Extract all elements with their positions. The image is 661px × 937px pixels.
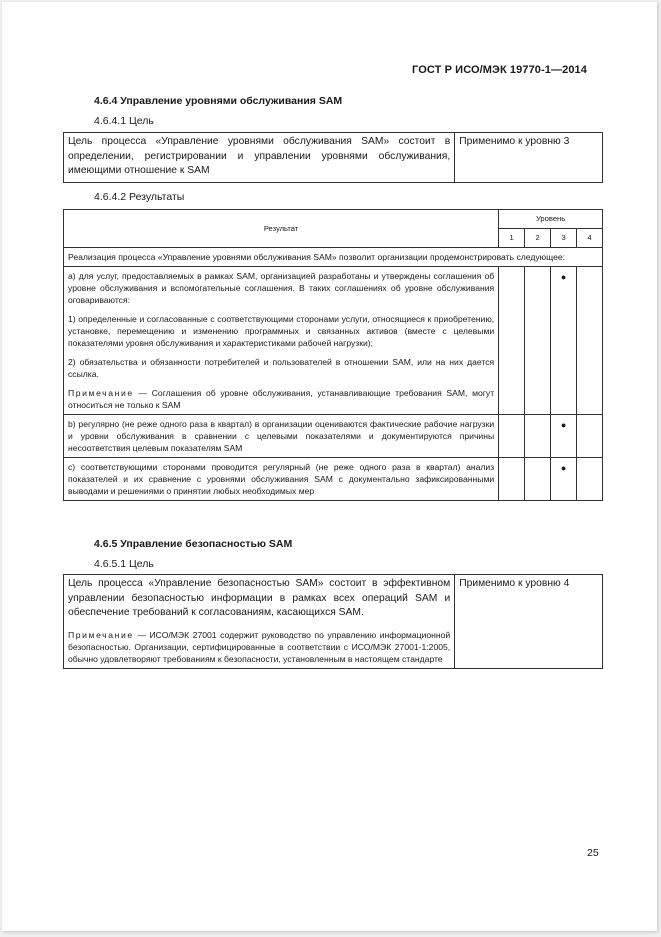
applicability-cell: Применимо к уровню 3 [455, 133, 603, 183]
section-heading-4-6-4: 4.6.4 Управление уровнями обслуживания SAM [94, 95, 343, 107]
applicability-cell: Применимо к уровню 4 [455, 575, 603, 669]
note-label: Примечание [68, 388, 134, 398]
document-page [2, 2, 657, 931]
level-4-header: 4 [577, 229, 603, 248]
table-row [64, 415, 603, 458]
result-item-c: с) соответствующими сторонами проводится регулярный (не реже одного раза в квартал) анализ показателей и их сравнение с уровнями обслуживания SAM с документально зафиксированными выводами и решениями о принятии любых необходимых мер [64, 458, 499, 501]
level-3-mark: ● [551, 458, 577, 501]
level-2-cell [525, 415, 551, 458]
note-text: — Соглашения об уровне обслуживания, устанавливающие требования SAM, могут относиться не только к SAM [68, 388, 495, 410]
level-1-header: 1 [499, 229, 525, 248]
level-2-cell [525, 267, 551, 415]
level-4-cell [577, 415, 603, 458]
level-column-header: Уровень [499, 210, 603, 229]
table-header-row [64, 210, 603, 229]
item-a-note [68, 387, 494, 411]
subsection-heading-purpose: 4.6.4.1 Цель [94, 115, 154, 127]
results-table-4-6-4 [63, 209, 603, 501]
subsection-heading-purpose: 4.6.5.1 Цель [94, 558, 154, 570]
purpose-table-4-6-5 [63, 574, 603, 669]
standard-designation: ГОСТ Р ИСО/МЭК 19770-1—2014 [412, 64, 587, 76]
level-1-cell [499, 458, 525, 501]
section-heading-4-6-5: 4.6.5 Управление безопасностью SAM [94, 538, 293, 550]
level-3-header: 3 [551, 229, 577, 248]
level-2-cell [525, 458, 551, 501]
page-number: 25 [587, 847, 599, 859]
item-a-point-1: 1) определенные и согласованные с соответствующими сторонами услуги, относящиеся к приобретению, установке, перемещению и изменению программных и связанных активов (вместе с целевыми показателями уровня обслуживания и характеристиками рабочей нагрузки); [68, 314, 495, 348]
table-row [64, 133, 603, 183]
result-column-header: Результат [64, 210, 499, 248]
note-text: — ИСО/МЭК 27001 содержит руководство по управлению информационной безопасностью. Организации, сертифицированные в соответствии с ИСО/МЭК 27001-1:2005, обычно удовлетворяют требованиям к безопасности, установленным в настоящем стандарте [68, 629, 451, 664]
results-intro: Реализация процесса «Управление уровнями обслуживания SAM» позволит организации продемонстрировать следующее: [64, 248, 603, 267]
table-row [64, 458, 603, 501]
level-1-cell [499, 267, 525, 415]
table-row [64, 248, 603, 267]
table-row [64, 575, 603, 669]
item-a-point-2: 2) обязательства и обязанности потребителей и пользователей в отношении SAM, или на них дается ссылка. [68, 357, 495, 379]
purpose-text: Цель процесса «Управление уровнями обслуживания SAM» состоит в определении, регистрировании и управлении уровнями обслуживания, имеющими отношение к SAM [64, 133, 455, 183]
subsection-heading-results: 4.6.4.2 Результаты [94, 191, 185, 203]
purpose-note [68, 629, 450, 665]
purpose-cell [64, 575, 455, 669]
result-item-a [64, 267, 499, 415]
note-label: Примечание [68, 629, 134, 640]
purpose-table-4-6-4 [63, 132, 603, 183]
item-a-paragraph: а) для услуг, предоставляемых в рамках SAM, организацией разработаны и утверждены соглашения об уровне обслуживания и вспомогательные соглашения. В таких соглашениях об уровне обслуживания оговариваются: [68, 271, 495, 305]
purpose-text: Цель процесса «Управление безопасностью SAM» состоит в эффективном управлении безопасностью информации в рамках всех операций SAM и обеспечение требований к согласованиям, касающихся SAM. [68, 578, 451, 618]
result-item-b: b) регулярно (не реже одного раза в квартал) в организации оцениваются фактические рабочие нагрузки и уровни обслуживания в сравнении с целевыми показателями и документируются причины несоответствия целевым показателям SAM [64, 415, 499, 458]
table-row [64, 267, 603, 415]
level-4-cell [577, 458, 603, 501]
level-3-mark: ● [551, 267, 577, 415]
level-4-cell [577, 267, 603, 415]
level-2-header: 2 [525, 229, 551, 248]
level-3-mark: ● [551, 415, 577, 458]
level-1-cell [499, 415, 525, 458]
